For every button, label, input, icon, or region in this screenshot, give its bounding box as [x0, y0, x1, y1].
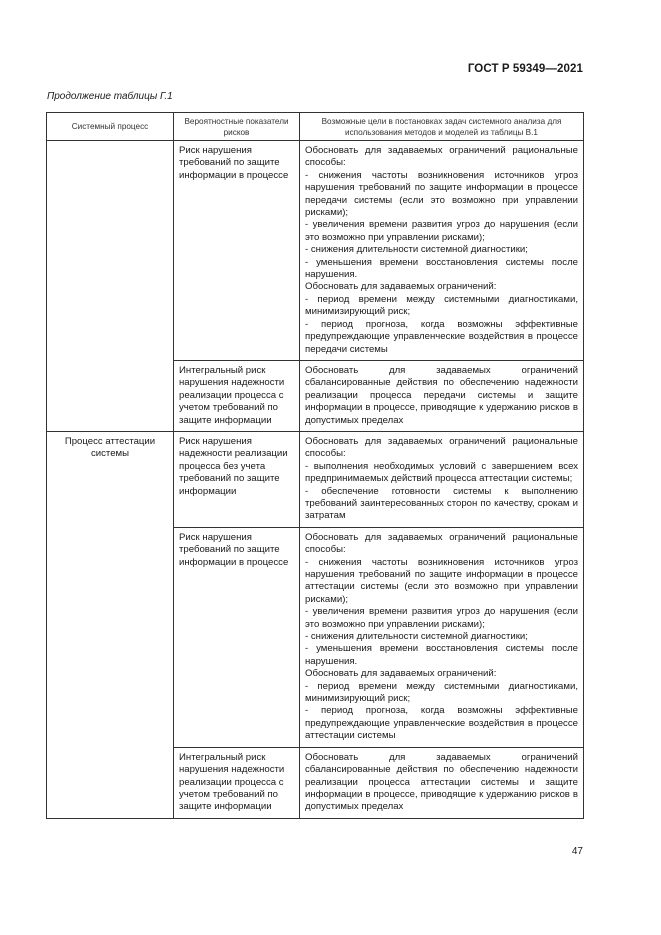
risk-indicator-cell: Риск нарушения требований по защите информации в процессе [174, 527, 300, 747]
goal-line: - период прогноза, когда возможны эффективные предупреждающие управленческие воздействия в процессе аттестации системы [305, 705, 578, 742]
goal-line: Обосновать для задаваемых ограничений рациональные способы: [305, 145, 578, 169]
goal-line: Обосновать для задаваемых ограничений сбалансированные действия по обеспечению надежности реализации процесса передачи системы и защите информации в процессе, приводящие к удержанию рисков в допустимых пределах [305, 364, 578, 426]
risk-indicator-cell: Интегральный риск нарушения надежности реализации процесса с учетом требований по защите информации [174, 747, 300, 818]
goal-line: - снижения частоты возникновения источников угроз нарушения требований по защите информации в процессе аттестации системы (если это возможно при управлении рисками); [305, 556, 578, 605]
goal-cell [300, 527, 584, 747]
goal-line: Обосновать для задаваемых ограничений: [305, 281, 497, 293]
goal-line: - уменьшения времени восстановления системы после нарушения. [305, 256, 578, 281]
risk-indicator-cell: Риск нарушения надежности реализации процесса без учета требований по защите информации [174, 431, 300, 527]
goal-line: - период времени между системными диагностиками, минимизирующий риск; [305, 680, 578, 705]
goal-line: - выполнения необходимых условий с завершением всех предпринимаемых действий процесса аттестации системы; [305, 460, 578, 485]
goal-line: - уменьшения времени восстановления системы после нарушения. [305, 643, 578, 667]
goal-line: - снижения длительности системной диагностики; [305, 631, 528, 643]
goal-line: - период времени между системными диагностиками, минимизирующий риск; [305, 293, 578, 318]
goal-line: Обосновать для задаваемых ограничений рациональные способы: [305, 435, 578, 460]
table-row [47, 431, 584, 527]
goal-cell [300, 360, 584, 431]
risk-indicator-cell: Риск нарушения требований по защите информации в процессе [174, 141, 300, 361]
column-header-process: Системный процесс [47, 113, 174, 141]
goal-line: Обосновать для задаваемых ограничений сбалансированные действия по обеспечению надежности реализации процесса аттестации системы и защите информации в процессе, приводящие к удержанию рисков в допустимых пределах [305, 751, 578, 813]
goal-line: - снижения длительности системной диагностики; [305, 244, 528, 256]
process-cell [47, 141, 174, 432]
goal-cell [300, 747, 584, 818]
goal-line: - увеличения времени развития угроз до нарушения (если это возможно при управлении рисками); [305, 606, 578, 630]
table-row [47, 141, 584, 361]
risk-goals-table [46, 112, 584, 819]
goal-line: - период прогноза, когда возможны эффективные предупреждающие управленческие воздействия в процессе передачи системы [305, 318, 578, 355]
table-caption: Продолжение таблицы Г.1 [47, 91, 173, 102]
table-body [47, 141, 584, 819]
goal-cell [300, 431, 584, 527]
risk-indicator-cell: Интегральный риск нарушения надежности реализации процесса с учетом требований по защите информации [174, 360, 300, 431]
goal-line: Обосновать для задаваемых ограничений рациональные способы: [305, 531, 578, 556]
goal-line: - обеспечение готовности системы к выполнению требований заинтересованных сторон по качеству, срокам и затратам [305, 485, 578, 522]
page-number: 47 [571, 846, 583, 857]
goal-line: - увеличения времени развития угроз до нарушения (если это возможно при управлении рисками); [305, 219, 578, 243]
column-header-indicators: Вероятностные показатели рисков [174, 113, 300, 141]
goal-cell [300, 141, 584, 361]
process-cell: Процесс аттестации системы [47, 431, 174, 818]
column-header-goals: Возможные цели в постановках задач системного анализа для использования методов и моделей из таблицы В.1 [300, 113, 584, 141]
standard-designation: ГОСТ Р 59349—2021 [467, 63, 583, 75]
goal-line: Обосновать для задаваемых ограничений: [305, 668, 497, 680]
table-header-row [47, 113, 584, 141]
goal-line: - снижения частоты возникновения источников угроз нарушения требований по защите информации в процессе передачи системы (если это возможно при управлении рисками); [305, 169, 578, 219]
